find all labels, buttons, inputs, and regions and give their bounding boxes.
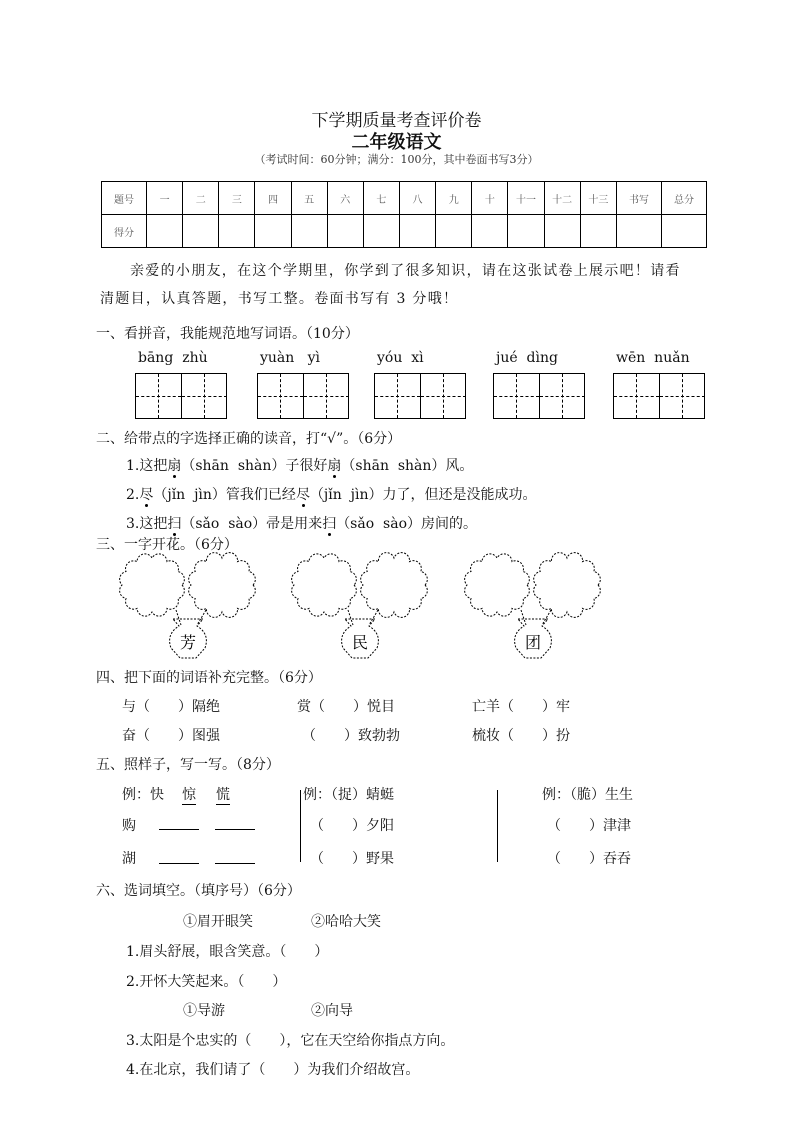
score-table-header-cell: 二 xyxy=(183,182,219,215)
q4-item: 赏（ ）悦目 xyxy=(297,699,395,715)
score-table-header-cell: 总分 xyxy=(662,182,707,215)
flower-stem xyxy=(348,610,378,625)
flower-cloud-blank[interactable] xyxy=(361,553,428,618)
score-table-row-label: 得分 xyxy=(102,215,147,248)
score-table-header-cell: 书写 xyxy=(617,182,662,215)
pinyin-label: yóu xì xyxy=(377,350,424,366)
score-table-header-cell: 九 xyxy=(436,182,472,215)
q2-text: （shān shàn）子很好 xyxy=(181,458,328,474)
q2-text: 1.这把 xyxy=(126,458,168,474)
q2-text: 2. xyxy=(126,487,140,503)
q5-item: （ ）吞吞 xyxy=(547,851,631,867)
score-table-header-cell: 十一 xyxy=(508,182,544,215)
q5-heading: 五、照样子，写一写。（8分） xyxy=(96,757,280,773)
q6-sentence-1: 1.眉头舒展，眼含笑意。（ ） xyxy=(126,944,329,960)
q6-option: ②向导 xyxy=(311,1003,353,1019)
q5-answer-blank[interactable] xyxy=(215,863,255,864)
flower-stem xyxy=(176,610,206,625)
q6-sentence-3: 3.太阳是个忠实的（ ），它在天空给你指点方向。 xyxy=(126,1033,455,1049)
q6-heading: 六、选词填空。（填序号）（6分） xyxy=(96,883,301,899)
dotted-character: 扇 xyxy=(167,458,182,474)
dotted-character: 扇 xyxy=(327,458,342,474)
q2-text: （jǐn jìn）力了，但还是没能成功。 xyxy=(309,487,537,503)
q2-text: （sǎo sào）帚是用来 xyxy=(181,516,323,532)
exam-subtitle: 二年级语文 xyxy=(351,132,442,153)
score-table-header-cell: 三 xyxy=(219,182,255,215)
q4-item: 与（ ）隔绝 xyxy=(122,699,220,715)
q6-option: ②哈哈大笑 xyxy=(311,914,381,930)
q5-example-1-word-1: 惊 xyxy=(182,784,196,805)
flower-cloud-blank[interactable] xyxy=(465,554,530,616)
q6-sentence-4: 4.在北京，我们请了（ ）为我们介绍故宫。 xyxy=(126,1062,420,1078)
flower-cloud-blank[interactable] xyxy=(120,554,185,616)
q6-sentence-2: 2.开怀大笑起来。（ ） xyxy=(126,974,287,990)
score-table-header-cell: 四 xyxy=(255,182,291,215)
pinyin-label: jué dìng xyxy=(496,350,558,366)
dotted-character: 尽 xyxy=(295,487,310,503)
q5-answer-blank[interactable] xyxy=(159,863,199,864)
intro-line-1: 亲爱的小朋友，在这个学期里，你学到了很多知识，请在这张试卷上展示吧！请看 xyxy=(130,263,681,279)
q5-item: （ ）津津 xyxy=(547,818,631,834)
score-table-header-cell: 十二 xyxy=(544,182,580,215)
column-divider xyxy=(300,790,301,862)
column-divider xyxy=(497,790,498,862)
q2-text: （shān shàn）风。 xyxy=(341,458,474,474)
q5-example-2: 例：（捉）蜻蜓 xyxy=(303,787,394,803)
dotted-character: 尽 xyxy=(139,487,154,503)
score-table-header-cell: 八 xyxy=(399,182,435,215)
score-table-header-cell: 七 xyxy=(363,182,399,215)
q5-item: （ ）野果 xyxy=(310,851,394,867)
exam-title: 下学期质量考查评价卷 xyxy=(311,111,482,131)
score-table-header-cell: 一 xyxy=(147,182,183,215)
score-table-header-cell: 五 xyxy=(291,182,327,215)
q5-answer-blank[interactable] xyxy=(215,829,255,830)
flower-cloud-blank[interactable] xyxy=(189,553,256,618)
score-table-header-cell: 十 xyxy=(472,182,508,215)
q5-example-1-prefix: 例：快 xyxy=(122,787,164,803)
q5-example-3: 例：（脆）生生 xyxy=(542,787,633,803)
score-table-header-cell: 十三 xyxy=(580,182,616,215)
score-table-header-cell: 六 xyxy=(327,182,363,215)
q4-heading: 四、把下面的词语补充完整。（6分） xyxy=(96,670,322,686)
q2-text: （jǐn jìn）管我们已经 xyxy=(153,487,296,503)
q3-heading: 三、一字开花。（6分） xyxy=(96,537,238,553)
dotted-character: 扫 xyxy=(322,516,337,532)
q5-example-1-word-2: 慌 xyxy=(216,784,230,805)
pinyin-label: wēn nuǎn xyxy=(616,350,690,366)
intro-line-2: 清题目，认真答题，书写工整。卷面书写有 3 分哦！ xyxy=(100,291,459,307)
q2-text: （sǎo sào）房间的。 xyxy=(336,516,478,532)
q5-item: （ ）夕阳 xyxy=(310,818,394,834)
q5-answer-blank[interactable] xyxy=(159,829,199,830)
dotted-character: 扫 xyxy=(167,516,182,532)
q5-char: 湖 xyxy=(122,851,136,867)
vase-character: 民 xyxy=(351,633,369,652)
pinyin-label: yuàn yì xyxy=(260,350,321,366)
flower-cloud-blank[interactable] xyxy=(292,554,357,616)
score-table-header-cell: 题号 xyxy=(102,182,147,215)
vase-character: 团 xyxy=(524,633,542,652)
flower-cloud-blank[interactable] xyxy=(534,553,601,618)
q4-item: （ ）致勃勃 xyxy=(302,728,400,744)
q4-item: 梳妆（ ）扮 xyxy=(472,728,570,744)
exam-note: （考试时间：60分钟；满分：100分，其中卷面书写3分） xyxy=(254,153,539,166)
vase-character: 芳 xyxy=(179,633,197,652)
q6-option: ①导游 xyxy=(183,1003,225,1019)
q5-char: 购 xyxy=(122,818,136,834)
pinyin-label: bāng zhù xyxy=(138,350,208,366)
q6-option: ①眉开眼笑 xyxy=(183,914,253,930)
q2-text: 3.这把 xyxy=(126,516,168,532)
q4-item: 亡羊（ ）牢 xyxy=(472,699,570,715)
q2-heading: 二、给带点的字选择正确的读音，打“√”。（6分） xyxy=(96,431,402,447)
q4-item: 奋（ ）图强 xyxy=(122,728,220,744)
q1-heading: 一、看拼音，我能规范地写词语。（10分） xyxy=(96,326,359,342)
flower-stem xyxy=(521,610,551,625)
q5-example-1 xyxy=(122,784,230,805)
